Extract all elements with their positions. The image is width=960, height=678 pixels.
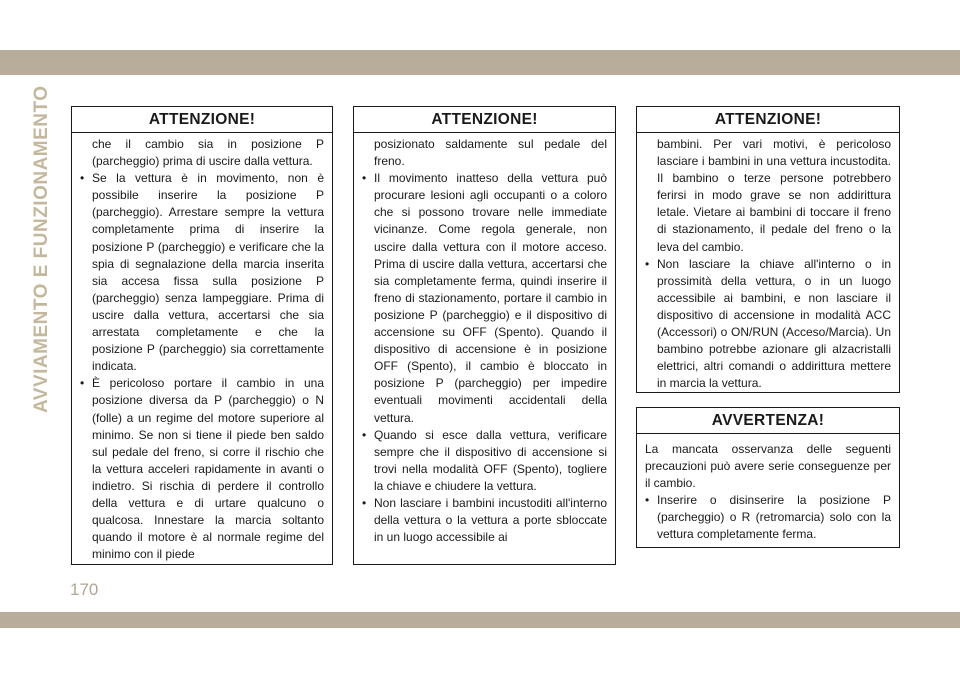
warning-heading: ATTENZIONE! xyxy=(354,107,615,133)
bullet-item: • Se la vettura è in movimento, non è possibile inserire la posizione P (parcheggio). Arrestare sempre la vettura completamente prima di inserire la posizione P (parcheggio) e verificare che la spia di segnalazione della marcia inserita sia accesa fissa sulla posizione P (parcheggio) senza lampeggiare. Prima di uscire dalla vettura, accertarsi che sia arrestata completamente e che la posizione P (parcheggio) sia correttamente indicata. xyxy=(80,170,324,375)
warning-heading: ATTENZIONE! xyxy=(637,107,899,133)
bullet-item: • Inserire o disinserire la posizione P (parcheggio) o R (retromarcia) solo con la vettura completamente ferma. xyxy=(645,492,891,543)
warning-box-1 xyxy=(71,106,333,565)
warning-body xyxy=(72,133,332,563)
caution-intro: La mancata osservanza delle seguenti precauzioni può avere serie conseguenze per il cambio. xyxy=(645,442,891,491)
header-band xyxy=(0,50,960,75)
continued-text: bambini. Per vari motivi, è pericoloso lasciare i bambini in una vettura incustodita. Il bambino o terze persone potrebbero ferirsi in modo grave se non addirittura letale. Vietare ai bambini di toccare il freno di stazionamento, il pedale del freno o la leva del cambio. xyxy=(657,137,891,254)
continued-text: che il cambio sia in posizione P (parcheggio) prima di uscire dalla vettura. xyxy=(92,137,324,169)
caution-body xyxy=(637,434,899,544)
bullet-item: • Il movimento inatteso della vettura può procurare lesioni agli occupanti o a coloro che si possono trovare nelle immediate vicinanze. Come regola generale, non uscire dalla vettura con il motore acceso. Prima di uscire dalla vettura, accertarsi che sia completamente ferma, quindi inserire il freno di stazionamento, portare il cambio in posizione P (parcheggio) e il dispositivo di accensione su OFF (Spento). Quando il dispositivo di accensione è in posizione OFF (Spento), il cambio è bloccato in posizione P (parcheggio) per impedire eventuali movimenti accidentali della vettura. xyxy=(362,170,607,426)
section-title: AVVIAMENTO E FUNZIONAMENTO xyxy=(31,85,52,413)
warning-heading: ATTENZIONE! xyxy=(72,107,332,133)
bullet-item: • Non lasciare i bambini incustoditi all'interno della vettura o la vettura a porte sbloccate in un luogo accessibile ai xyxy=(362,495,607,546)
warning-body xyxy=(354,133,615,546)
warning-body xyxy=(637,133,899,392)
page-number: 170 xyxy=(70,580,99,599)
bullet-item: • È pericoloso portare il cambio in una posizione diversa da P (parcheggio) o N (folle) a un regime del motore superiore al minimo. Se non si tiene il piede ben saldo sul pedale del freno, si corre il rischio che la vettura acceleri rapidamente in avanti o indietro. Si rischia di perdere il controllo della vettura e di urtare qualcuno o qualcosa. Innestare la marcia soltanto quando il motore è al normale regime del minimo con il piede xyxy=(80,375,324,563)
bullet-item: • Non lasciare la chiave all'interno o in prossimità della vettura, o in un luogo accessibile ai bambini, e non lasciare il dispositivo di accensione in modalità ACC (Accessori) o ON/RUN (Acceso/Marcia). Un bambino potrebbe azionare gli alzacristalli elettrici, altri comandi o addirittura mettere in marcia la vettura. xyxy=(645,256,891,393)
caution-heading: AVVERTENZA! xyxy=(637,408,899,434)
warning-box-2 xyxy=(353,106,616,565)
bullet-item: • Quando si esce dalla vettura, verificare sempre che il dispositivo di accensione si trovi nella modalità OFF (Spento), togliere la chiave e chiudere la vettura. xyxy=(362,427,607,495)
footer-band xyxy=(0,612,960,628)
caution-box xyxy=(636,407,900,548)
continued-text: posizionato saldamente sul pedale del freno. xyxy=(374,137,607,169)
warning-box-3 xyxy=(636,106,900,393)
